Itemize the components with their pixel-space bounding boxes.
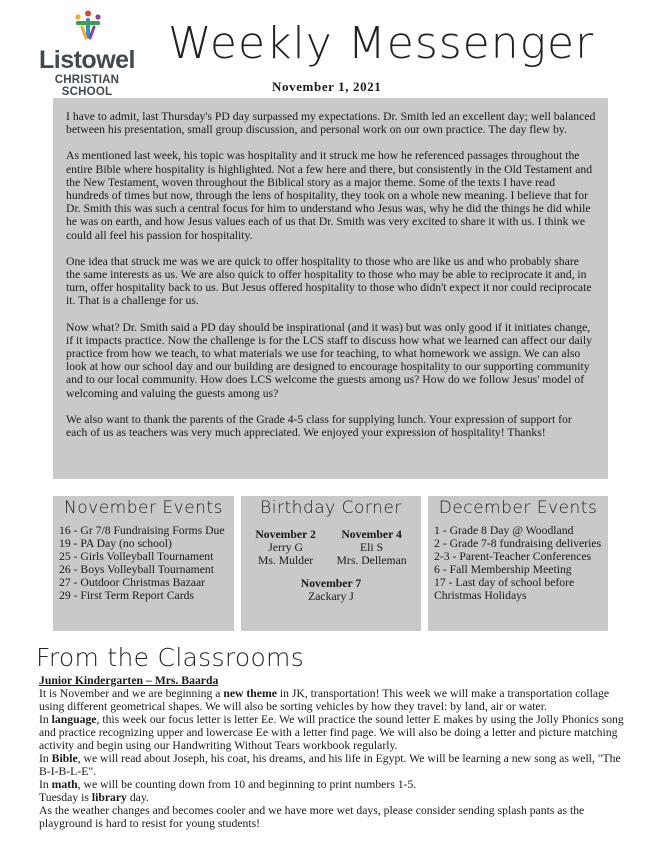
birthday-group xyxy=(241,577,421,603)
jk-paragraph: Tuesday is library day. xyxy=(39,791,149,804)
letter-paragraph: I have to admit, last Thursday's PD day surpassed my expectations. Dr. Smith led an excellent day; well balanced between his presentation, small group discussion, and personal work on our own practice. The day flew by. xyxy=(66,110,596,137)
birthday-grid xyxy=(241,526,421,567)
logo-subtitle: CHRISTIAN SCHOOL xyxy=(54,74,120,98)
birthday-name: Mrs. Delleman xyxy=(336,554,407,567)
jk-paragraph: As the weather changes and becomes cooler and we have more wet days, please consider sending splash pants as the playground is hard to resist for young students! xyxy=(39,804,585,830)
birthday-name: Eli S xyxy=(360,541,384,554)
birthday-date: November 2 xyxy=(255,528,316,541)
birthday-name: Ms. Mulder xyxy=(257,554,314,567)
jk-paragraph: In math, we will be counting down from 10 and beginning to print numbers 1-5. xyxy=(39,778,417,791)
december-events-list xyxy=(428,524,608,602)
newsletter-title: Weekly Messenger xyxy=(168,18,595,69)
event-item: 16 - Gr 7/8 Fundraising Forms Due xyxy=(59,524,225,537)
birthday-corner-title: Birthday Corner xyxy=(260,498,402,518)
birthday-group xyxy=(337,528,407,567)
event-item: 6 - Fall Membership Meeting xyxy=(434,563,572,576)
letter-paragraph: We also want to thank the parents of the Grade 4-5 class for supplying lunch. Your expression of support for each of us as teachers was very much appreciated. We enjoyed your expression of hospitality! Thanks! xyxy=(66,412,572,440)
birthday-name: Zackary J xyxy=(308,590,354,603)
november-events-list xyxy=(53,524,234,602)
november-events-box xyxy=(53,496,234,631)
jk-heading: Junior Kindergarten – Mrs. Baarda xyxy=(39,674,219,687)
event-item: 2 - Grade 7-8 fundraising deliveries xyxy=(434,537,602,550)
letter-paragraph: Now what? Dr. Smith said a PD day should be inspirational (and it was) but was only good if it initiates change, if it impacts practice. Now the challenge is for the LCS staff to discuss how what we learned can affect our daily practice from how we teach, to what materials we use for teaching, to what homework we assign. We can also look at how our school day and our building are designed to encourage hospitality to our supporting community and to our local community. How does LCS welcome the guests among us? How do we follow Jesus' model of welcoming and valuing the guests among us? xyxy=(66,320,592,400)
birthday-name: Jerry G xyxy=(268,541,303,554)
event-item: 27 - Outdoor Christmas Bazaar xyxy=(59,576,206,589)
principal-letter xyxy=(53,98,608,479)
december-events-title: December Events xyxy=(438,498,598,518)
classrooms-title: From the Classrooms xyxy=(36,643,305,672)
letter-paragraph: One idea that struck me was we are quick to offer hospitality to those who are like us and who probably share the same interests as us. We are also quick to offer hospitality to those who may be able to reciprocate it and, in turn, offer hospitality back to us. But Jesus offered hospitality to those who didn't expect it nor could reciprocate it. That is a challenge for us. xyxy=(66,254,592,308)
jk-section xyxy=(39,674,629,830)
event-item: 1 - Grade 8 Day @ Woodland xyxy=(434,524,574,537)
logo-name: Listowel xyxy=(38,46,135,74)
jk-paragraph: In language, this week our focus letter is letter Ee. We will practice the sound letter E makes by using the Jolly Phonics song and practice recognizing upper and lowercase Ee with a letter find page. We will also be doing a letter and picture matching activity and begin using our Handwriting Without Tears workbook regularly. xyxy=(39,713,624,752)
jk-paragraph: It is November and we are beginning a new theme in JK, transportation! This week we will make a transportation collage using different geometrical shapes. We will also be sorting vehicles by how they travel: by land, air or water. xyxy=(39,687,610,713)
birthday-corner-box xyxy=(241,496,421,631)
birthday-date: November 7 xyxy=(300,577,362,590)
newsletter-date: November 1, 2021 xyxy=(272,79,382,94)
event-item: 2-3 - Parent-Teacher Conferences xyxy=(434,550,592,563)
december-events-box xyxy=(428,496,608,631)
letter-paragraph: As mentioned last week, his topic was hospitality and it struck me how he referenced passages throughout the entire Bible where hospitality is highlighted. Not a few here and there, but consistently in the Old Testament and the New Testament, woven throughout the Biblical story as a major theme. Some of the texts I have read hundreds of times but now, through the lens of hospitality, they took on a whole new meaning. I believe that for Dr. Smith this was such a central focus for him to understand who Jesus was, why he did the things he did while he was on earth, and how Jesus values each of us that Dr. Smith was very excited to share it with us. I think we could all feel his passion for hospitality. xyxy=(66,149,593,242)
birthday-date: November 4 xyxy=(341,528,402,541)
november-events-title: November Events xyxy=(64,498,223,518)
school-logo xyxy=(28,8,146,98)
birthday-group xyxy=(255,528,315,567)
event-item: 25 - Girls Volleyball Tournament xyxy=(59,550,214,563)
jk-paragraph: In Bible, we will read about Joseph, his coat, his dreams, and his life in Egypt. We will be learning a new song as well, "The B-I-B-L-E". xyxy=(39,752,621,778)
event-item: 29 - First Term Report Cards xyxy=(59,589,194,602)
event-item: 17 - Last day of school before Christmas Holidays xyxy=(434,576,575,602)
event-item: 26 - Boys Volleyball Tournament xyxy=(59,563,215,576)
event-item: 19 - PA Day (no school) xyxy=(59,537,172,550)
cross-people-icon xyxy=(73,10,103,40)
